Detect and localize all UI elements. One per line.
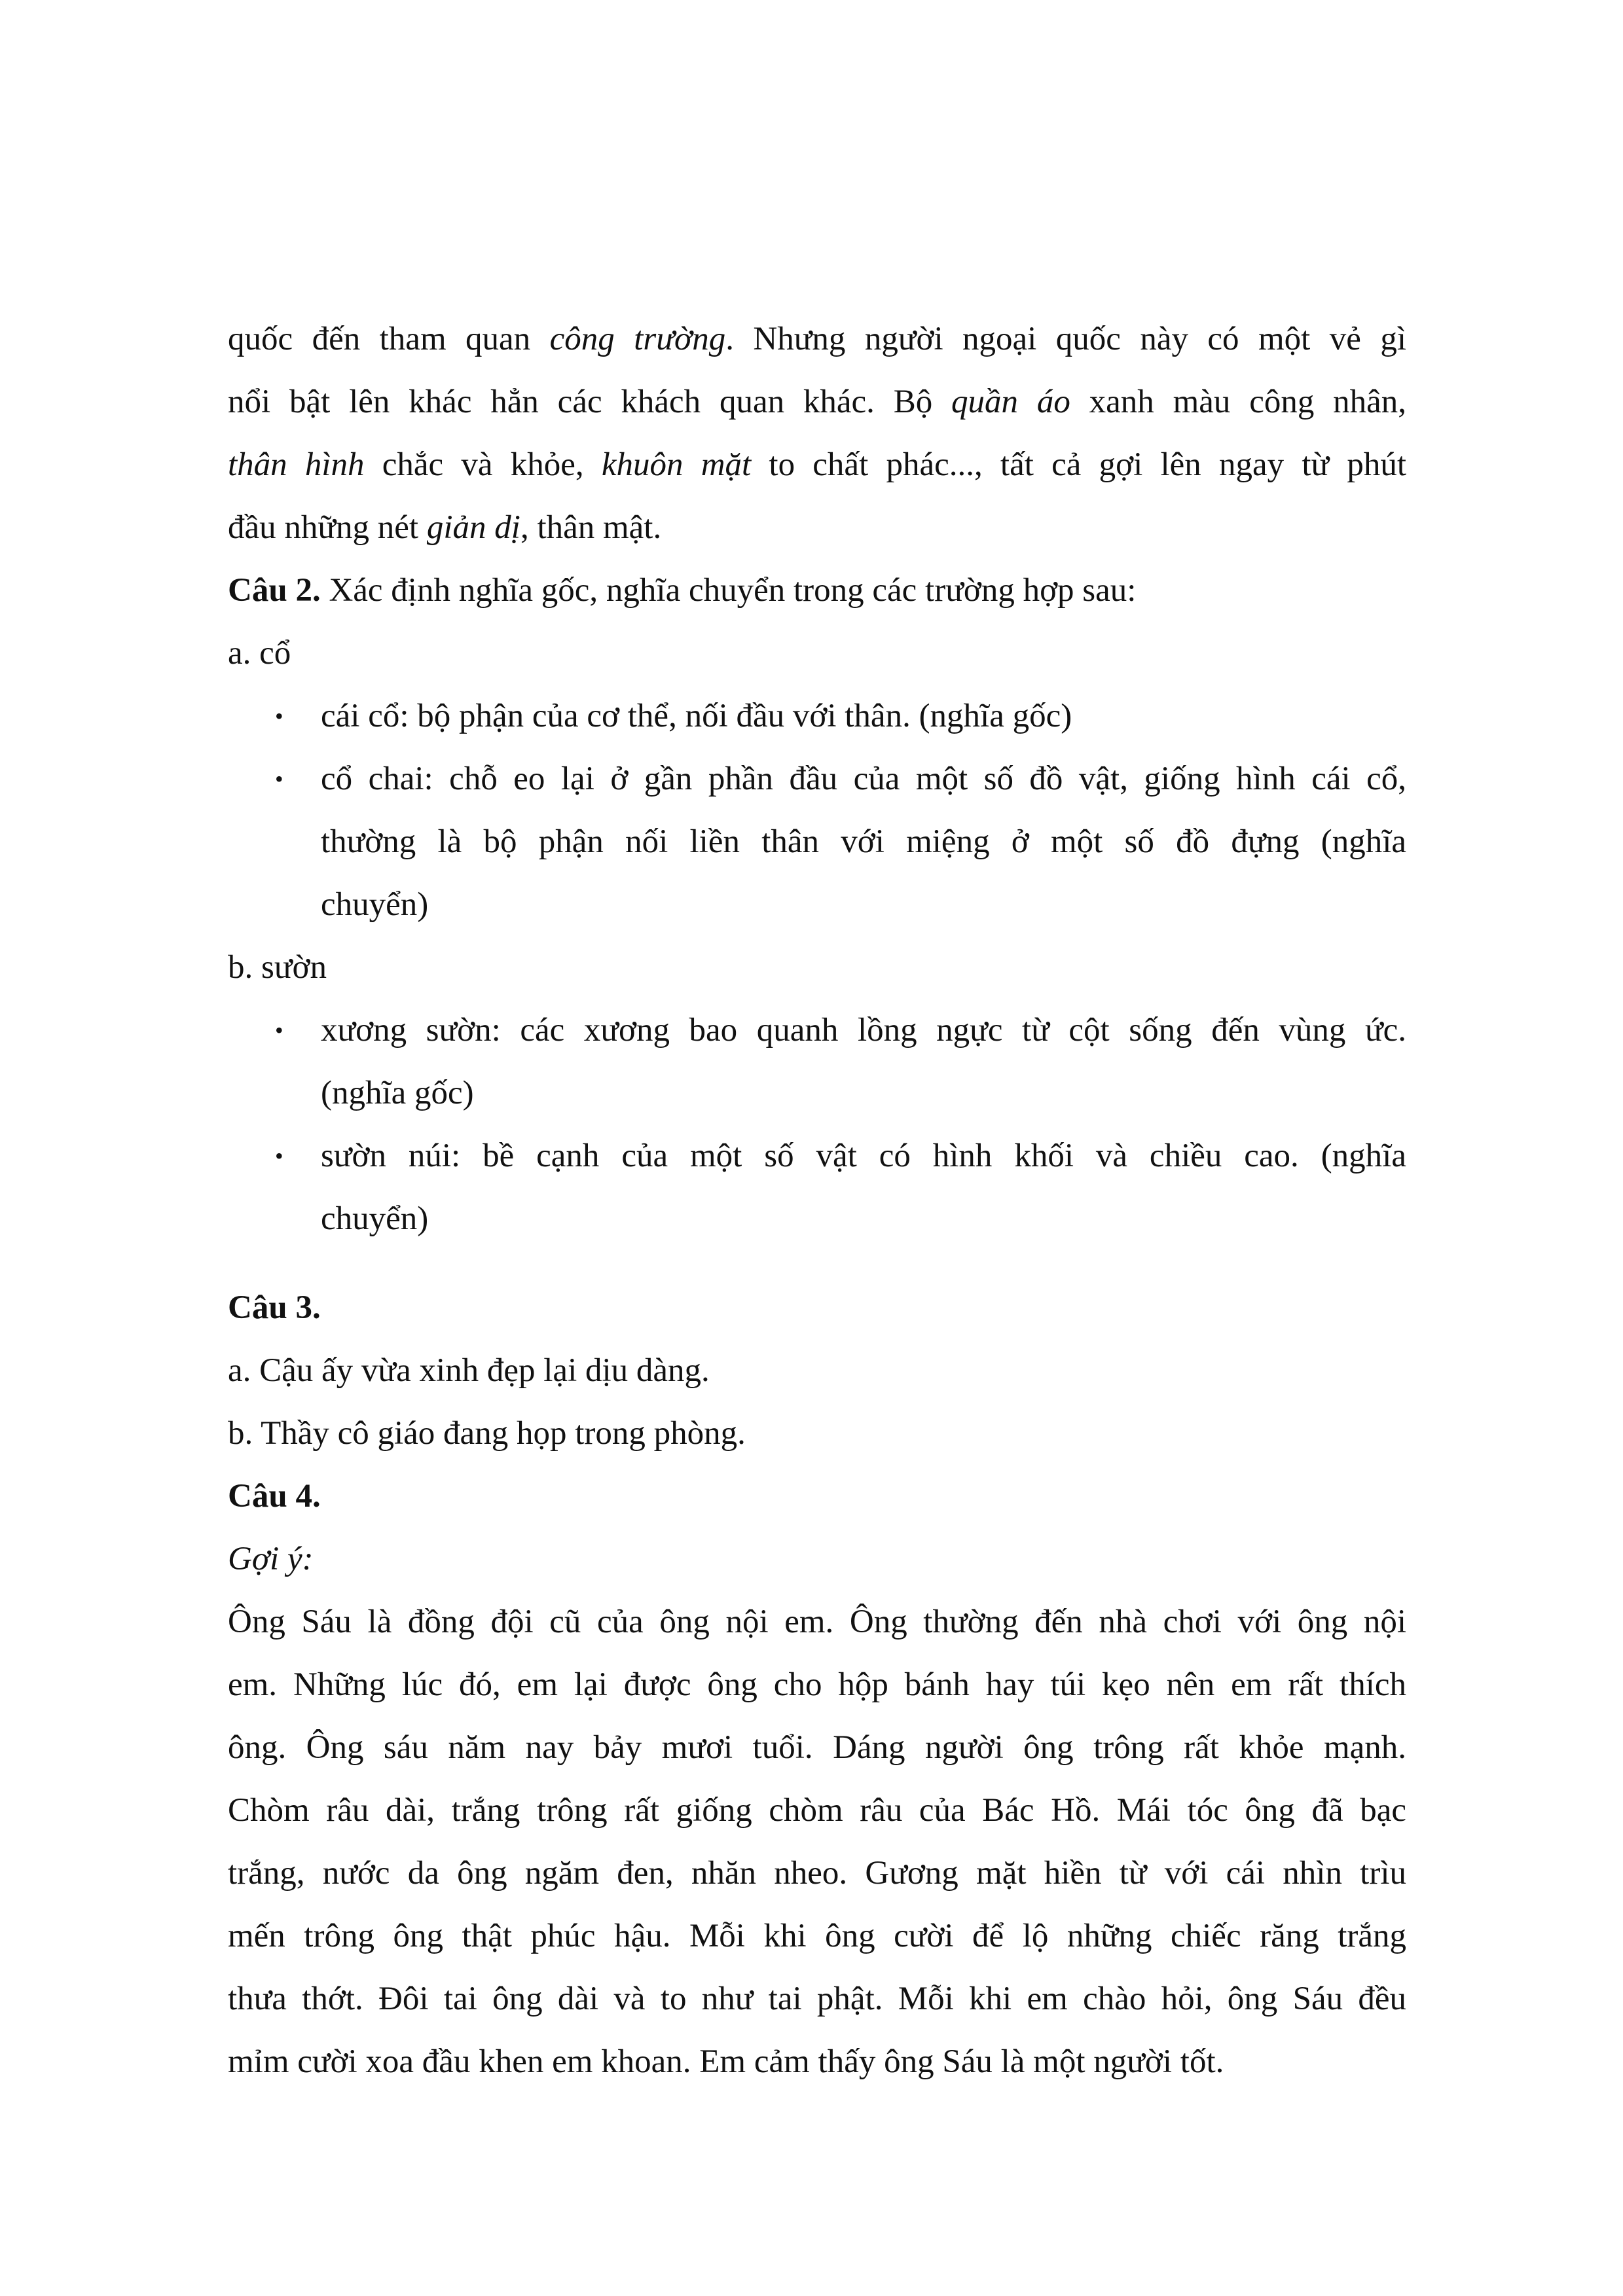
list-item-line: thường là bộ phận nối liền thân với miệng ở một số đồ đựng (nghĩa bbox=[321, 823, 1406, 860]
hint-label: Gợi ý: bbox=[228, 1541, 314, 1577]
list-item-line: cổ chai: chỗ eo lại ở gần phần đầu của một số đồ vật, giống hình cái cổ, bbox=[321, 761, 1406, 797]
sub-heading-a: a. cổ bbox=[228, 635, 291, 672]
text-run: nổi bật lên khác hẳn các khách quan khác. Bộ bbox=[228, 384, 952, 420]
italic-word: quần áo bbox=[951, 384, 1070, 420]
intro-paragraph bbox=[228, 308, 1406, 559]
italic-word: công trường bbox=[549, 321, 726, 357]
list-item bbox=[228, 1124, 1406, 1250]
text-run: đầu những nét bbox=[228, 509, 427, 546]
list-a bbox=[228, 685, 1406, 936]
text-run: chắc và khỏe, bbox=[364, 446, 602, 483]
list-item-line: (nghĩa gốc) bbox=[321, 1075, 474, 1111]
italic-word: thân hình bbox=[228, 446, 365, 483]
intro-line bbox=[228, 433, 1406, 496]
question-2 bbox=[228, 559, 1406, 1250]
list-item-line: sườn núi: bề cạnh của một số vật có hình khối và chiều cao. (nghĩa bbox=[321, 1138, 1406, 1174]
list-item-line: chuyển) bbox=[321, 1200, 429, 1237]
question-label: Câu 3. bbox=[228, 1289, 321, 1326]
essay-line: Chòm râu dài, trắng trông rất giống chòm râu của Bác Hồ. Mái tóc ông đã bạc bbox=[228, 1792, 1406, 1829]
spacer bbox=[228, 1250, 1406, 1276]
text-run: . Nhưng người ngoại quốc này có một vẻ gì bbox=[725, 321, 1406, 357]
bullet-icon: • bbox=[275, 1017, 283, 1043]
essay-line: thưa thớt. Đôi tai ông dài và to như tai phật. Mỗi khi em chào hỏi, ông Sáu đều bbox=[228, 1981, 1406, 2017]
list-item-line: xương sườn: các xương bao quanh lồng ngực từ cột sống đến vùng ức. bbox=[321, 1012, 1406, 1049]
list-item bbox=[228, 747, 1406, 936]
essay-line: Ông Sáu là đồng đội cũ của ông nội em. Ông thường đến nhà chơi với ông nội bbox=[228, 1604, 1406, 1640]
essay-line: mỉm cười xoa đầu khen em khoan. Em cảm thấy ông Sáu là một người tốt. bbox=[228, 2043, 1224, 2080]
question-2-heading bbox=[228, 559, 1406, 622]
bullet-icon: • bbox=[275, 766, 283, 792]
question-label: Câu 2. bbox=[228, 572, 321, 609]
essay-line: ông. Ông sáu năm nay bảy mươi tuổi. Dáng người ông trông rất khỏe mạnh. bbox=[228, 1729, 1406, 1766]
question-3 bbox=[228, 1276, 1406, 1465]
intro-line bbox=[228, 370, 1406, 433]
answer-line: b. Thầy cô giáo đang họp trong phòng. bbox=[228, 1415, 746, 1452]
list-b bbox=[228, 999, 1406, 1250]
list-item-line: chuyển) bbox=[321, 886, 429, 923]
question-prompt: Xác định nghĩa gốc, nghĩa chuyển trong các trường hợp sau: bbox=[320, 572, 1137, 609]
bullet-icon: • bbox=[275, 703, 283, 729]
intro-line bbox=[228, 496, 1406, 559]
text-run: xanh màu công nhân, bbox=[1070, 384, 1407, 420]
essay-line: em. Những lúc đó, em lại được ông cho hộp bánh hay túi kẹo nên em rất thích bbox=[228, 1666, 1406, 1703]
list-item bbox=[228, 685, 1406, 747]
document-page bbox=[228, 308, 1406, 2093]
intro-line bbox=[228, 308, 1406, 370]
answer-line: a. Cậu ấy vừa xinh đẹp lại dịu dàng. bbox=[228, 1352, 710, 1389]
bullet-icon: • bbox=[275, 1143, 283, 1169]
essay-line: trắng, nước da ông ngăm đen, nhăn nheo. Gương mặt hiền từ với cái nhìn trìu bbox=[228, 1855, 1406, 1892]
text-run: to chất phác..., tất cả gợi lên ngay từ phút bbox=[751, 446, 1407, 483]
list-item bbox=[228, 999, 1406, 1124]
sub-heading-b: b. sườn bbox=[228, 949, 327, 986]
question-4 bbox=[228, 1465, 1406, 2093]
text-run: quốc đến tham quan bbox=[228, 321, 550, 357]
italic-word: khuôn mặt bbox=[601, 446, 752, 483]
list-item-line: cái cổ: bộ phận của cơ thể, nối đầu với thân. (nghĩa gốc) bbox=[321, 698, 1072, 734]
essay-line: mến trông ông thật phúc hậu. Mỗi khi ông cười để lộ những chiếc răng trắng bbox=[228, 1918, 1406, 1954]
question-label: Câu 4. bbox=[228, 1478, 321, 1515]
italic-word: giản dị bbox=[426, 509, 520, 546]
text-run: , thân mật. bbox=[520, 509, 662, 546]
